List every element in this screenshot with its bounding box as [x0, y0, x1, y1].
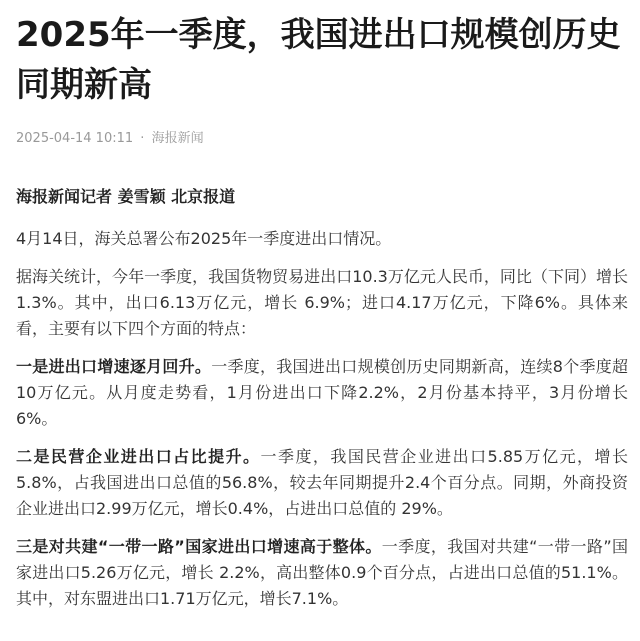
paragraph [16, 444, 628, 522]
article [16, 0, 628, 624]
paragraph-lead: 二是民营企业进出口占比提升。 [16, 447, 261, 466]
article-body [16, 184, 628, 612]
paragraph-text: 一季度，我国对共建“一带一路”国家进出口5.26万亿元，增长 2.2%，高出整体0.9个百分点，占进出口总值的51.1%。其中，对东盟进出口1.71万亿元，增长7.1%。 [16, 537, 628, 608]
article-meta [16, 130, 628, 148]
article-title: 2025年一季度，我国进出口规模创历史同期新高 [16, 15, 621, 105]
byline: 海报新闻记者 姜雪颖 北京报道 [16, 187, 236, 206]
paragraph-lead: 三是对共建“一带一路”国家进出口增速高于整体。 [16, 537, 382, 556]
paragraph-text: 一季度，我国民营企业进出口5.85万亿元，增长5.8%，占我国进出口总值的56.8%，较去年同期提升2.4个百分点。同期，外商投资企业进出口2.99万亿元，增长0.4%，占进出口总值的 29%。 [16, 447, 628, 518]
source-name[interactable]: 海报新闻 [151, 131, 204, 146]
paragraph [16, 534, 628, 612]
paragraph-text: 据海关统计，今年一季度，我国货物贸易进出口10.3万亿元人民币，同比（下同）增长1.3%。其中，出口6.13万亿元，增长 6.9%；进口4.17万亿元，下降6%。具体来看，主要有以下四个方面的特点： [16, 267, 628, 338]
paragraph-text: 4月14日，海关总署公布2025年一季度进出口情况。 [16, 229, 392, 248]
paragraph-lead: 一是进出口增速逐月回升。 [16, 357, 212, 376]
publish-date: 2025-04-14 10:11 [16, 131, 134, 146]
paragraph-text: 一季度，我国进出口规模创历史同期新高，连续8个季度超10万亿元。从月度走势看，1月份进出口下降2.2%，2月份基本持平，3月份增长6%。 [16, 357, 628, 428]
paragraph [16, 354, 628, 432]
paragraph [16, 264, 628, 342]
meta-separator: · [140, 131, 145, 146]
paragraph [16, 226, 628, 252]
